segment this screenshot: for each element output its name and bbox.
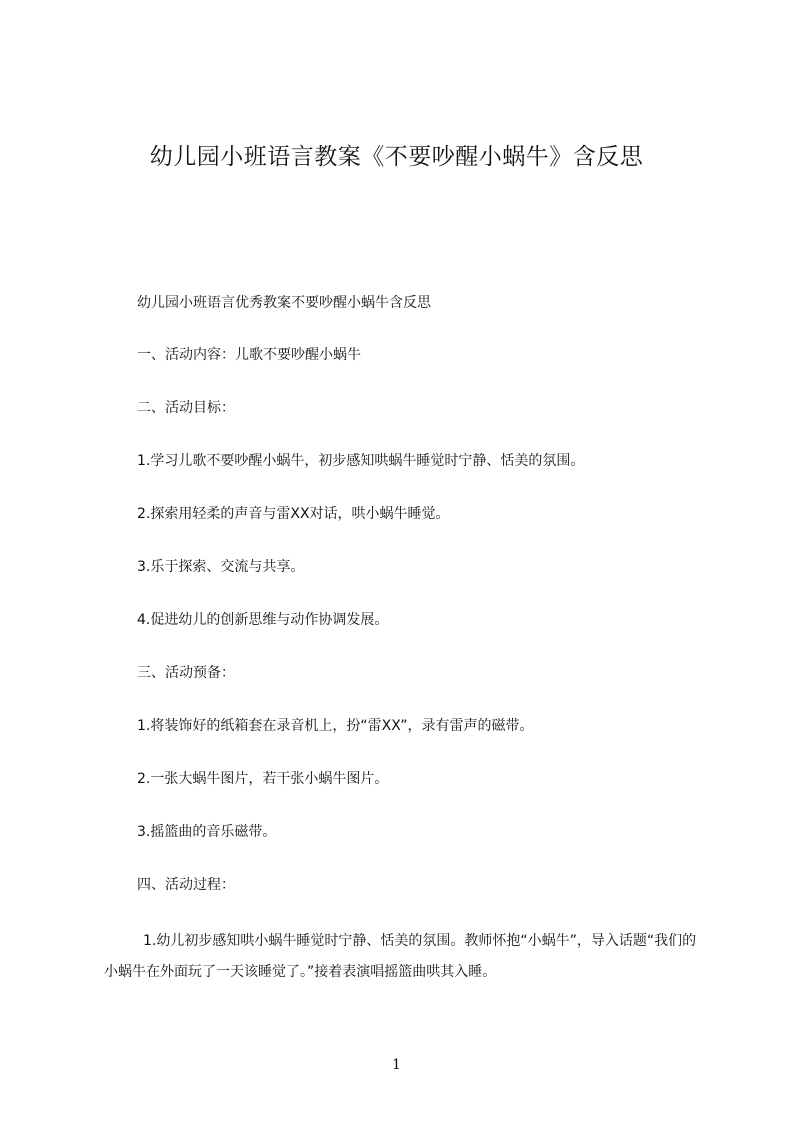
goal-item-3: 3.乐于探索、交流与共享。 (137, 559, 305, 575)
activity-process-heading: 四、活动过程： (137, 877, 235, 893)
process-paragraph-1 (104, 926, 700, 988)
goal-item-2: 2.探索用轻柔的声音与雷XX对话，哄小蜗牛睡觉。 (137, 506, 450, 522)
activity-content-heading: 一、活动内容：儿歌不要吵醒小蜗牛 (137, 347, 361, 363)
goal-item-4: 4.促进幼儿的创新思维与动作协调发展。 (137, 612, 389, 628)
page-number: 1 (392, 1057, 401, 1073)
preparation-item-2: 2.一张大蜗牛图片，若干张小蜗牛图片。 (137, 771, 389, 787)
document-subtitle: 幼儿园小班语言优秀教案不要吵醒小蜗牛含反思 (137, 295, 431, 311)
preparation-item-3: 3.摇篮曲的音乐磁带。 (137, 824, 277, 840)
preparation-item-1: 1.将装饰好的纸箱套在录音机上，扮“雷XX”，录有雷声的磁带。 (137, 718, 534, 734)
activity-preparation-heading: 三、活动预备： (137, 665, 235, 681)
process-paragraph-text: 1.幼儿初步感知哄小蜗牛睡觉时宁静、恬美的氛围。教师怀抱“小蜗牛”，导入话题“我们的小蜗牛在外面玩了一天该睡觉了。”接着表演唱摇篮曲哄其入睡。 (104, 933, 697, 980)
goal-item-1: 1.学习儿歌不要吵醒小蜗牛，初步感知哄蜗牛睡觉时宁静、恬美的氛围。 (137, 453, 585, 469)
activity-goals-heading: 二、活动目标： (137, 400, 235, 416)
document-title: 幼儿园小班语言教案《不要吵醒小蜗牛》含反思 (149, 144, 644, 170)
